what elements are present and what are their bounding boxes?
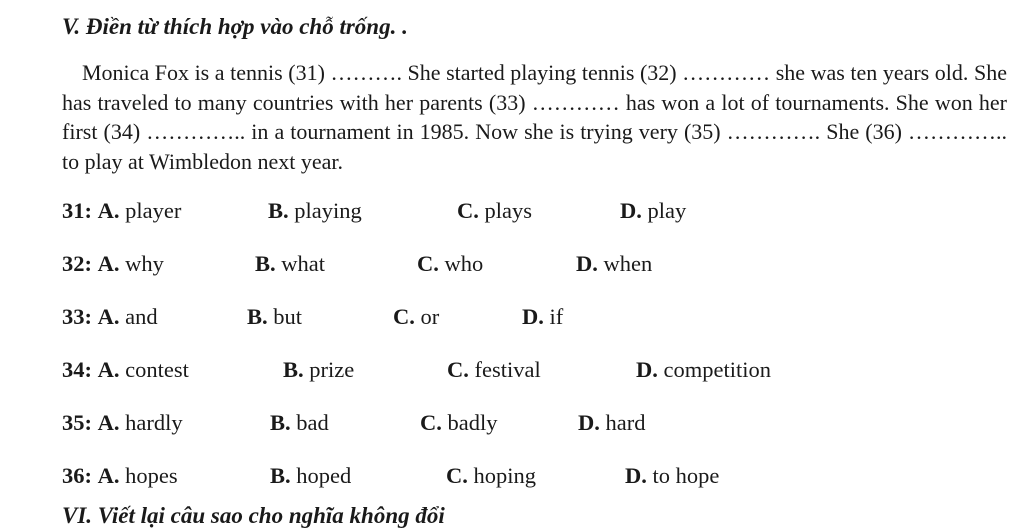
- option-b-text: but: [273, 304, 303, 329]
- option-d-letter: D.: [636, 357, 658, 382]
- option-a-text: and: [125, 304, 158, 329]
- option-d-letter: D.: [576, 251, 598, 276]
- cloze-paragraph-text: Monica Fox is a tennis (31) ………. She started playing tennis (32) ………… she was ten years old. She has traveled to many countries with her parents (33) ………… has won a lot of tournaments. She won her first (34) ………….. in a tournament in 1985. Now she is trying very (35) …………. She (36) ………….. to play at Wimbledon next year.: [62, 60, 1007, 174]
- question-35: [62, 410, 183, 436]
- question-number: 36:: [62, 463, 92, 488]
- option-d-text: hard: [605, 410, 646, 435]
- option-a-letter: A.: [97, 304, 120, 329]
- option-c-text: plays: [484, 198, 532, 223]
- question-number: 33:: [62, 304, 92, 329]
- option-c-text: hoping: [473, 463, 537, 488]
- next-section-title: VI. Viết lại câu sao cho nghĩa không đổi: [62, 503, 445, 528]
- option-d-text: when: [603, 251, 653, 276]
- option-d-letter: D.: [620, 198, 642, 223]
- option-b-letter: B.: [270, 463, 291, 488]
- option-c-letter: C.: [417, 251, 439, 276]
- option-a-letter: A.: [97, 198, 120, 223]
- option-b-letter: B.: [268, 198, 289, 223]
- option-d-text: if: [549, 304, 564, 329]
- option-b-text: playing: [294, 198, 362, 223]
- option-c-text: or: [420, 304, 440, 329]
- option-c-letter: C.: [393, 304, 415, 329]
- question-35-option-d: [578, 410, 645, 436]
- option-c-letter: C.: [457, 198, 479, 223]
- question-number: 32:: [62, 251, 92, 276]
- option-d-text: play: [647, 198, 687, 223]
- question-31-option-d: [620, 198, 686, 224]
- option-c-text: who: [444, 251, 484, 276]
- option-c-text: festival: [474, 357, 541, 382]
- question-33-option-b: [247, 304, 302, 330]
- question-number: 34:: [62, 357, 92, 382]
- option-a-letter: A.: [97, 463, 120, 488]
- option-d-text: competition: [663, 357, 771, 382]
- option-b-letter: B.: [283, 357, 304, 382]
- option-c-text: badly: [447, 410, 498, 435]
- option-a-letter: A.: [97, 251, 120, 276]
- question-34-option-d: [636, 357, 771, 383]
- question-36: [62, 463, 178, 489]
- option-b-letter: B.: [247, 304, 268, 329]
- question-34: [62, 357, 189, 383]
- option-b-letter: B.: [270, 410, 291, 435]
- question-33-option-d: [522, 304, 563, 330]
- question-33: [62, 304, 158, 330]
- option-c-letter: C.: [446, 463, 468, 488]
- section-title: V. Điền từ thích hợp vào chỗ trống. .: [62, 14, 408, 39]
- option-d-letter: D.: [625, 463, 647, 488]
- question-31-option-b: [268, 198, 362, 224]
- option-b-letter: B.: [255, 251, 276, 276]
- option-d-text: to hope: [652, 463, 720, 488]
- question-31: [62, 198, 181, 224]
- question-number: 31:: [62, 198, 92, 223]
- option-b-text: hoped: [296, 463, 352, 488]
- question-32-option-b: [255, 251, 325, 277]
- option-b-text: what: [281, 251, 326, 276]
- question-31-option-c: [457, 198, 532, 224]
- question-32-option-c: [417, 251, 483, 277]
- question-32-option-d: [576, 251, 652, 277]
- option-a-letter: A.: [97, 357, 120, 382]
- option-d-letter: D.: [522, 304, 544, 329]
- question-35-option-c: [420, 410, 498, 436]
- option-b-text: bad: [296, 410, 329, 435]
- option-a-text: hardly: [125, 410, 183, 435]
- question-34-option-c: [447, 357, 541, 383]
- question-32: [62, 251, 164, 277]
- option-a-text: player: [125, 198, 182, 223]
- option-d-letter: D.: [578, 410, 600, 435]
- option-c-letter: C.: [447, 357, 469, 382]
- question-36-option-c: [446, 463, 536, 489]
- option-a-text: why: [125, 251, 164, 276]
- cloze-paragraph: [62, 58, 1007, 176]
- option-c-letter: C.: [420, 410, 442, 435]
- option-a-letter: A.: [97, 410, 120, 435]
- question-number: 35:: [62, 410, 92, 435]
- option-b-text: prize: [309, 357, 355, 382]
- option-a-text: hopes: [125, 463, 178, 488]
- question-36-option-d: [625, 463, 719, 489]
- question-33-option-c: [393, 304, 439, 330]
- option-a-text: contest: [125, 357, 189, 382]
- question-35-option-b: [270, 410, 329, 436]
- question-36-option-b: [270, 463, 351, 489]
- question-34-option-b: [283, 357, 354, 383]
